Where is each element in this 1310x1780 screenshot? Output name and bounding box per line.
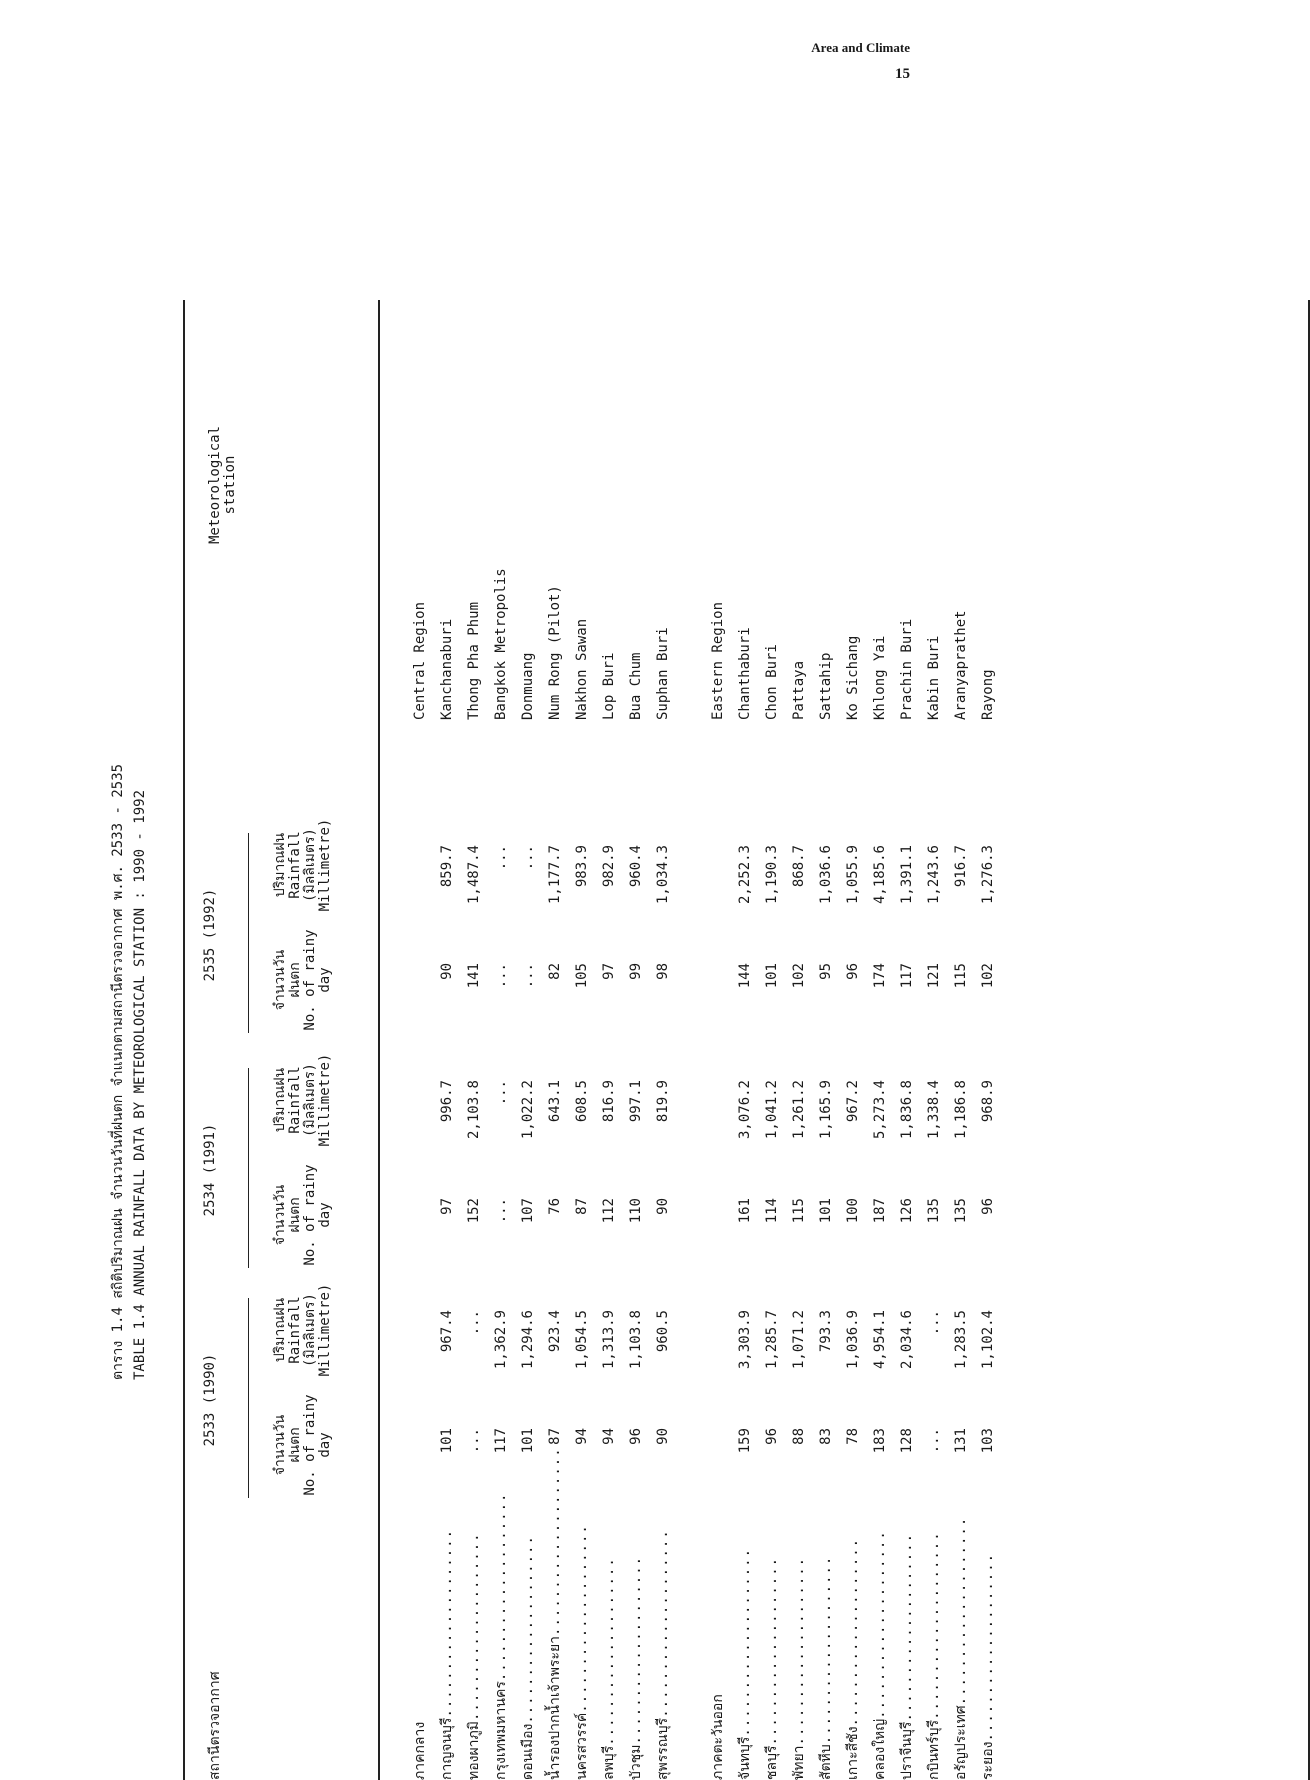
rainfall-1992: 2,252.3	[737, 845, 753, 905]
rainy-days-1990: 101	[439, 1428, 455, 1454]
station-header-thai: สถานีตรวจอากาศ	[207, 1671, 223, 1780]
rainy-days-1991: 112	[601, 1198, 617, 1224]
table-row	[569, 300, 596, 1780]
year-header-1991: 2534 (1991)	[202, 1123, 218, 1217]
table-row	[461, 300, 488, 1780]
rainy-days-1991: 101	[818, 1198, 834, 1224]
station-name-thai: ลพบุรี....................	[601, 1557, 617, 1780]
rainfall-1990: 1,036.9	[845, 1310, 861, 1370]
station-name-english: Chanthaburi	[737, 627, 753, 720]
rainy-days-1992: 102	[791, 963, 807, 989]
rainfall-1992: 1,276.3	[980, 845, 996, 905]
rainy-days-1991: 90	[655, 1198, 671, 1215]
table-row	[840, 300, 867, 1780]
rainfall-1992: 868.7	[791, 845, 807, 888]
rainfall-1990: 1,283.5	[953, 1310, 969, 1370]
station-name-thai: สุพรรณบุรี....................	[655, 1529, 671, 1780]
region-name-thai: ภาคกลาง	[412, 1721, 428, 1780]
rainy-days-1992: 82	[547, 963, 563, 980]
rainfall-1992: 1,036.6	[818, 845, 834, 905]
rainfall-1991: 816.9	[601, 1080, 617, 1123]
table-row	[623, 300, 650, 1780]
station-name-english: Pattaya	[791, 660, 807, 720]
rainfall-1991: 819.9	[655, 1080, 671, 1123]
table-body	[393, 300, 1002, 1780]
rainy-days-1990: 183	[872, 1428, 888, 1454]
rainy-days-1990: 117	[493, 1428, 509, 1454]
region-name-english: Central Region	[412, 601, 428, 720]
rainy-days-1991: 152	[466, 1198, 482, 1224]
station-name-english: Thong Pha Phum	[466, 601, 482, 720]
rainfall-1992: 859.7	[439, 845, 455, 888]
station-name-thai: ระยอง....................	[980, 1552, 996, 1780]
rainfall-1991: 996.7	[439, 1080, 455, 1123]
top-rule	[183, 300, 185, 1780]
rainy-days-1992: 102	[980, 963, 996, 989]
table-row	[650, 300, 677, 1780]
rainy-days-1992: 121	[926, 963, 942, 989]
rainfall-1990: 793.3	[818, 1310, 834, 1353]
station-name-english: Bangkok Metropolis	[493, 568, 509, 720]
rainy-days-1992: ...	[493, 963, 509, 989]
station-name-english: Kabin Buri	[926, 635, 942, 720]
rainy-days-1990: 101	[520, 1428, 536, 1454]
station-name-thai: ดอนเมือง....................	[520, 1535, 536, 1780]
station-name-thai: เกาะสีชัง....................	[845, 1537, 861, 1780]
table-row	[488, 300, 515, 1780]
rainfall-1992: ...	[520, 845, 536, 871]
rainfall-1992: 1,055.9	[845, 845, 861, 905]
rainfall-1992: 1,177.7	[547, 845, 563, 905]
rainy-days-1991: 135	[953, 1198, 969, 1224]
rainfall-1991: 2,103.8	[466, 1080, 482, 1140]
table-row	[894, 300, 921, 1780]
station-name-thai: น้ำรองปากน้ำเจ้าพระยา....................	[547, 1447, 563, 1780]
station-name-thai: จันทบุรี....................	[737, 1548, 753, 1780]
table-row	[975, 300, 1002, 1780]
rainy-days-1992: 141	[466, 963, 482, 989]
rainfall-1990: ...	[926, 1310, 942, 1336]
rainy-days-1992: 144	[737, 963, 753, 989]
rainy-days-1991: 161	[737, 1198, 753, 1224]
rainfall-1990: 923.4	[547, 1310, 563, 1353]
station-name-english: Ko Sichang	[845, 635, 861, 720]
station-name-english: Donmuang	[520, 652, 536, 720]
rainy-days-1990: ...	[466, 1428, 482, 1454]
table-row	[759, 300, 786, 1780]
rainy-days-1990: 159	[737, 1428, 753, 1454]
table-row	[434, 300, 461, 1780]
station-name-thai: ทองผาภูมิ....................	[466, 1532, 482, 1780]
rainfall-header-1990: ปริมาณฝน Rainfall (มิลลิเมตร) Millimetre)	[272, 1283, 333, 1377]
rainfall-1990: 1,362.9	[493, 1310, 509, 1370]
table-row	[732, 300, 759, 1780]
rainy-days-1990: 94	[574, 1428, 590, 1445]
title-thai: ตาราง 1.4 สถิติปริมาณฝน จำนวนวันที่ฝนตก จำแนกตามสถานีตรวจอากาศ พ.ศ. 2533 - 2535	[110, 763, 126, 1380]
station-name-english: Prachin Buri	[899, 618, 915, 720]
rainfall-1992: 982.9	[601, 845, 617, 888]
rainfall-1991: 968.9	[980, 1080, 996, 1123]
rainy-days-1991: 115	[791, 1198, 807, 1224]
rainfall-1990: 1,285.7	[764, 1310, 780, 1370]
rainy-days-1991: 187	[872, 1198, 888, 1224]
rainy-days-1992: 90	[439, 963, 455, 980]
rainfall-1991: 1,836.8	[899, 1080, 915, 1140]
station-name-thai: กาญจนบุรี....................	[439, 1528, 455, 1780]
table-row	[786, 300, 813, 1780]
rainfall-1992: 960.4	[628, 845, 644, 888]
rainy-days-1990: 128	[899, 1428, 915, 1454]
rainfall-1992: 916.7	[953, 845, 969, 888]
rainy-days-1991: 97	[439, 1198, 455, 1215]
rainfall-1990: 2,034.6	[899, 1310, 915, 1370]
station-name-english: Num Rong (Pilot)	[547, 585, 563, 720]
rainfall-1990: ...	[466, 1310, 482, 1336]
rainfall-1990: 1,313.9	[601, 1310, 617, 1370]
rainfall-1992: 1,487.4	[466, 845, 482, 905]
station-name-english: Suphan Buri	[655, 627, 671, 720]
rainfall-1992: 983.9	[574, 845, 590, 888]
rainy-days-1991: 135	[926, 1198, 942, 1224]
rainfall-1992: 1,034.3	[655, 845, 671, 905]
rainfall-1991: ...	[493, 1080, 509, 1106]
rainy-days-1992: 115	[953, 963, 969, 989]
table-row	[813, 300, 840, 1780]
rainfall-header-1991: ปริมาณฝน Rainfall (มิลลิเมตร) Millimetre)	[272, 1053, 333, 1147]
rainfall-1991: 997.1	[628, 1080, 644, 1123]
rainfall-1991: 1,261.2	[791, 1080, 807, 1140]
rainy-days-1990: 88	[791, 1428, 807, 1445]
station-name-english: Kanchanaburi	[439, 618, 455, 720]
rainy-days-1990: 103	[980, 1428, 996, 1454]
title-english: TABLE 1.4 ANNUAL RAINFALL DATA BY METEOROLOGICAL STATION : 1990 - 1992	[132, 789, 148, 1380]
station-name-thai: ปราจีนบุรี....................	[899, 1532, 915, 1780]
table-row	[515, 300, 542, 1780]
rainy-days-1992: 117	[899, 963, 915, 989]
rainfall-1990: 1,103.8	[628, 1310, 644, 1370]
year-rule-1992	[248, 833, 249, 1033]
station-name-thai: สัตหีบ....................	[818, 1555, 834, 1780]
rainfall-1990: 3,303.9	[737, 1310, 753, 1370]
table-row	[542, 300, 569, 1780]
station-name-thai: กบินทร์บุรี....................	[926, 1531, 942, 1780]
rainy-days-1992: 98	[655, 963, 671, 980]
station-name-english: Chon Buri	[764, 644, 780, 720]
rainfall-1992: 4,185.6	[872, 845, 888, 905]
rainfall-1991: 967.2	[845, 1080, 861, 1123]
rainfall-1991: 643.1	[547, 1080, 563, 1123]
rainfall-1992: ...	[493, 845, 509, 871]
rainy-days-1990: 94	[601, 1428, 617, 1445]
region-row	[407, 300, 434, 1780]
rainfall-1991: 608.5	[574, 1080, 590, 1123]
year-rule-1991	[248, 1068, 249, 1268]
station-name-thai: บัวชุม....................	[628, 1555, 644, 1780]
rainy-days-1991: 100	[845, 1198, 861, 1224]
rainy-days-1990: 131	[953, 1428, 969, 1454]
rainfall-1991: 3,076.2	[737, 1080, 753, 1140]
rainy-days-1992: 99	[628, 963, 644, 980]
year-header-1992: 2535 (1992)	[202, 888, 218, 982]
rainy-days-1991: 87	[574, 1198, 590, 1215]
year-header-1990: 2533 (1990)	[202, 1353, 218, 1447]
station-name-english: Khlong Yai	[872, 635, 888, 720]
page-header	[811, 40, 910, 83]
rainfall-1992: 1,391.1	[899, 845, 915, 905]
station-name-english: Aranyaprathet	[953, 610, 969, 720]
region-name-thai: ภาคตะวันออก	[710, 1694, 726, 1780]
rainy-days-1991: 76	[547, 1198, 563, 1215]
rainy-days-1992: 96	[845, 963, 861, 980]
station-name-thai: พัทยา....................	[791, 1556, 807, 1780]
table-row	[921, 300, 948, 1780]
rainy-days-1990: 96	[628, 1428, 644, 1445]
rainy-days-header-1992: จำนวนวัน ฝนตก No. of rainy day	[272, 929, 333, 1031]
table-row	[596, 300, 623, 1780]
rainfall-1991: 1,165.9	[818, 1080, 834, 1140]
rainfall-1991: 5,273.4	[872, 1080, 888, 1140]
station-name-english: Bua Chum	[628, 652, 644, 720]
table-title	[107, 680, 151, 1380]
rainy-days-1992: 101	[764, 963, 780, 989]
table-row	[948, 300, 975, 1780]
region-name-english: Eastern Region	[710, 601, 726, 720]
station-name-english: Lop Buri	[601, 652, 617, 720]
rainfall-1991: 1,022.2	[520, 1080, 536, 1140]
rainy-days-1990: ...	[926, 1428, 942, 1454]
station-name-thai: ชลบุรี....................	[764, 1556, 780, 1780]
rainy-days-1991: 126	[899, 1198, 915, 1224]
rainy-days-1991: 110	[628, 1198, 644, 1224]
station-header-english: Meteorological station	[207, 426, 238, 545]
station-name-thai: อรัญประเทศ....................	[953, 1516, 969, 1780]
rainy-days-1990: 90	[655, 1428, 671, 1445]
rainfall-1992: 1,243.6	[926, 845, 942, 905]
rainfall-1990: 1,071.2	[791, 1310, 807, 1370]
rainy-days-1992: 174	[872, 963, 888, 989]
rainy-days-1991: 114	[764, 1198, 780, 1224]
station-name-english: Sattahip	[818, 652, 834, 720]
rainy-days-header-1991: จำนวนวัน ฝนตก No. of rainy day	[272, 1164, 333, 1266]
rainy-days-header-1990: จำนวนวัน ฝนตก No. of rainy day	[272, 1394, 333, 1496]
station-name-thai: คลองใหญ่....................	[872, 1530, 888, 1780]
spacer	[677, 300, 691, 1780]
rainfall-1990: 1,294.6	[520, 1310, 536, 1370]
region-row	[705, 300, 732, 1780]
rainy-days-1991: ...	[493, 1198, 509, 1224]
rainy-days-1990: 87	[547, 1428, 563, 1445]
header-rule	[378, 300, 380, 1780]
rainfall-1990: 960.5	[655, 1310, 671, 1353]
rainfall-header-1992: ปริมาณฝน Rainfall (มิลลิเมตร) Millimetre)	[272, 818, 333, 912]
rainfall-1990: 4,954.1	[872, 1310, 888, 1370]
rainfall-1991: 1,338.4	[926, 1080, 942, 1140]
rainfall-1990: 1,102.4	[980, 1310, 996, 1370]
rainfall-1991: 1,041.2	[764, 1080, 780, 1140]
rainfall-1991: 1,186.8	[953, 1080, 969, 1140]
section-name: Area and Climate	[811, 40, 910, 55]
station-name-thai: กรุงเทพมหานคร....................	[493, 1492, 509, 1780]
table-row	[867, 300, 894, 1780]
station-name-thai: นครสวรรค์....................	[574, 1524, 590, 1780]
rainy-days-1991: 96	[980, 1198, 996, 1215]
rainy-days-1991: 107	[520, 1198, 536, 1224]
rainfall-1992: 1,190.3	[764, 845, 780, 905]
rainy-days-1992: 95	[818, 963, 834, 980]
station-name-english: Nakhon Sawan	[574, 618, 590, 720]
rainy-days-1990: 96	[764, 1428, 780, 1445]
rainy-days-1992: 97	[601, 963, 617, 980]
station-name-english: Rayong	[980, 669, 996, 720]
year-rule-1990	[248, 1298, 249, 1498]
rainy-days-1992: ...	[520, 963, 536, 989]
rainy-days-1990: 83	[818, 1428, 834, 1445]
rainfall-1990: 967.4	[439, 1310, 455, 1353]
rainy-days-1992: 105	[574, 963, 590, 989]
rainfall-1990: 1,054.5	[574, 1310, 590, 1370]
rotated-table	[83, 300, 996, 1780]
page-number: 15	[895, 66, 910, 82]
rainy-days-1990: 78	[845, 1428, 861, 1445]
